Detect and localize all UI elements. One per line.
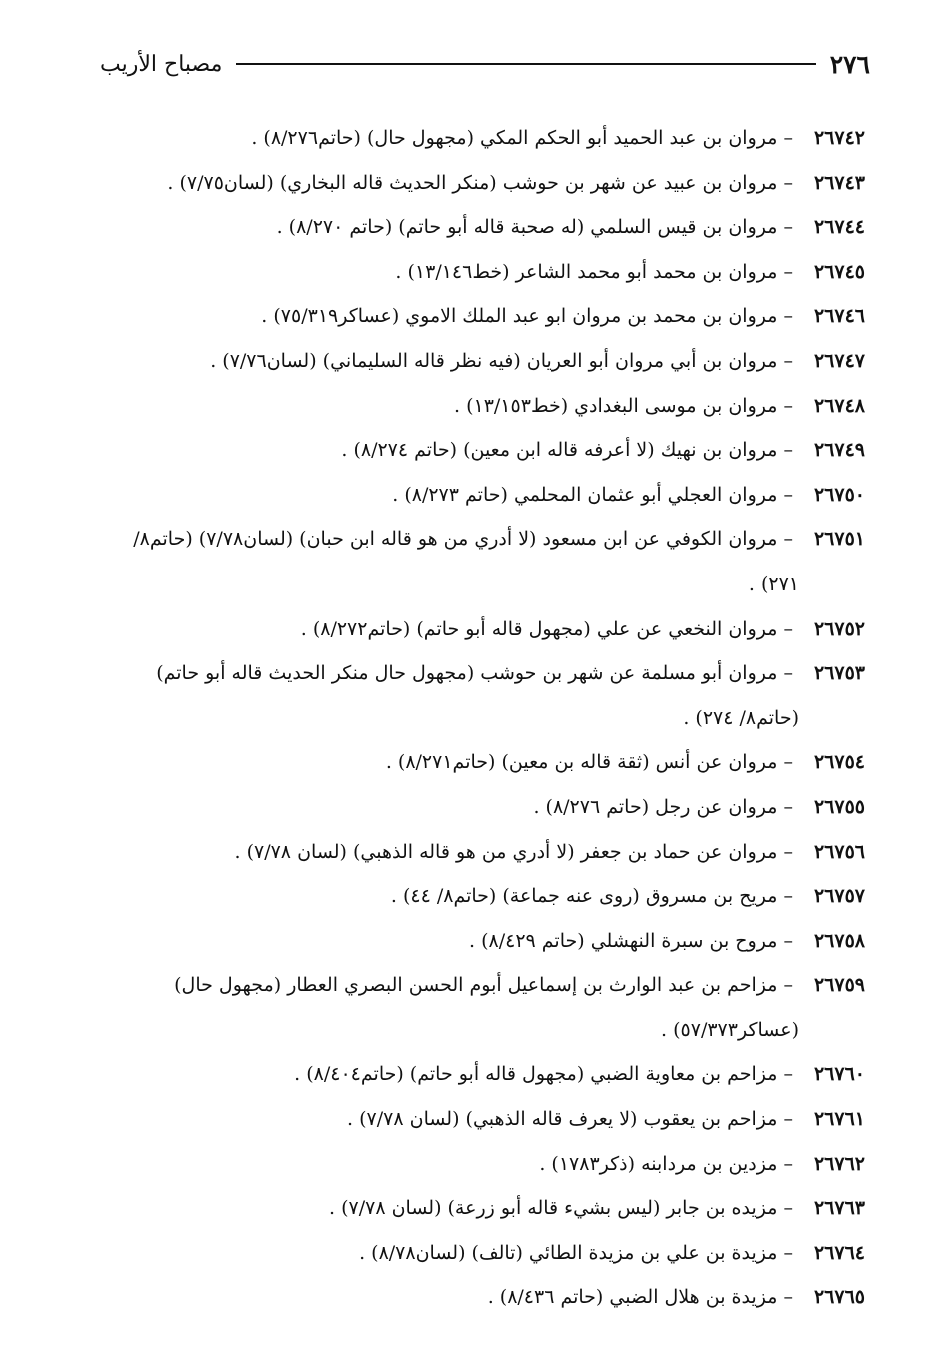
entry bbox=[95, 517, 865, 606]
entry bbox=[95, 339, 865, 384]
entry bbox=[95, 1231, 865, 1276]
entry-text: – مزيده بن جابر (ليس بشيء قاله أبو زرعة) (لسان ٧/٧٨) . bbox=[329, 1197, 793, 1220]
entry-number: ٢٦٧٦٠ bbox=[813, 1063, 865, 1086]
entry-text: – مروان بن عبيد عن شهر بن حوشب (منكر الحديث قاله البخاري) (لسان٧/٧٥) . bbox=[167, 171, 793, 194]
entry-text: – مروان بن محمد أبو محمد الشاعر (خط١٣/١٤٦) . bbox=[395, 260, 793, 283]
entries-list bbox=[95, 116, 865, 1320]
entry-text: – مروان بن أبي مروان أبو العريان (فيه نظر قاله السليماني) (لسان٧/٧٦) . bbox=[210, 349, 793, 372]
entry-number: ٢٦٧٦٢ bbox=[813, 1152, 865, 1175]
entry-text: – مزيدة بن هلال الضبي (حاتم ٨/٤٣٦) . bbox=[487, 1286, 793, 1309]
entry-text: – مروان بن نهيك (لا أعرفه قاله ابن معين) (حاتم ٨/٢٧٤) . bbox=[341, 439, 793, 462]
entry-number: ٢٦٧٤٨ bbox=[813, 394, 865, 417]
entry bbox=[95, 874, 865, 919]
entry-text: – مروان بن عبد الحميد أبو الحكم المكي (مجهول حال) (حاتم٨/٢٧٦) . bbox=[251, 127, 793, 149]
entry-number: ٢٦٧٦٥ bbox=[813, 1286, 865, 1309]
entry-text: – مروان العجلي أبو عثمان المحلمي (حاتم ٨/٢٧٣) . bbox=[392, 483, 793, 506]
entry-number: ٢٦٧٥٠ bbox=[813, 483, 865, 506]
entry-number: ٢٦٧٥٧ bbox=[813, 885, 865, 908]
entry bbox=[95, 785, 865, 830]
entry-number: ٢٦٧٤٦ bbox=[813, 305, 865, 328]
header-rule bbox=[236, 63, 815, 65]
entry-number: ٢٦٧٤٢ bbox=[813, 127, 865, 149]
entry bbox=[95, 116, 865, 161]
entry-number: ٢٦٧٥٣ bbox=[813, 662, 865, 685]
entry-text: – مروان بن قيس السلمي (له صحبة قاله أبو حاتم) (حاتم ٨/٢٧٠) . bbox=[276, 216, 793, 239]
entry-text: – مروان بن محمد بن مروان ابو عبد الملك الاموي (عساكر٧٥/٣١٩) . bbox=[261, 305, 793, 328]
entry-text: – مروان بن موسى البغدادي (خط١٣/١٥٣) . bbox=[454, 394, 793, 417]
book-title: مصباح الأريب bbox=[100, 51, 223, 77]
entry-number: ٢٦٧٥٥ bbox=[813, 795, 865, 818]
entry bbox=[95, 250, 865, 295]
entry-text: – مزاحم بن يعقوب (لا يعرف قاله الذهبي) (لسان ٧/٧٨) . bbox=[347, 1108, 793, 1131]
entry-number: ٢٦٧٤٤ bbox=[813, 216, 865, 239]
entry-number: ٢٦٧٤٩ bbox=[813, 439, 865, 462]
entry bbox=[95, 1186, 865, 1231]
entry-text: – مروان عن رجل (حاتم ٨/٢٧٦) . bbox=[533, 795, 793, 818]
entry bbox=[95, 1052, 865, 1097]
entry bbox=[95, 963, 865, 1052]
entry bbox=[95, 294, 865, 339]
entry-text: – مزاحم بن معاوية الضبي (مجهول قاله أبو حاتم) (حاتم٨/٤٠٤) . bbox=[294, 1063, 793, 1086]
entry-text: – مروان عن أنس (ثقة قاله بن معين) (حاتم٨/٢٧١) . bbox=[385, 751, 793, 774]
entry-number: ٢٦٧٥٢ bbox=[813, 617, 865, 640]
page-number: ٢٧٦ bbox=[829, 49, 870, 79]
entry-number: ٢٦٧٤٣ bbox=[813, 171, 865, 194]
entry-number: ٢٦٧٦٣ bbox=[813, 1197, 865, 1220]
page-header bbox=[100, 44, 870, 84]
entry-number: ٢٦٧٥٦ bbox=[813, 840, 865, 863]
entry-number: ٢٦٧٥١ bbox=[813, 528, 865, 551]
entry bbox=[95, 1142, 865, 1187]
entry-number: ٢٦٧٦٤ bbox=[813, 1241, 865, 1264]
entry bbox=[95, 1097, 865, 1142]
entry-number: ٢٦٧٥٩ bbox=[813, 974, 865, 997]
entry-number: ٢٦٧٤٥ bbox=[813, 260, 865, 283]
entry bbox=[95, 607, 865, 652]
entry-number: ٢٦٧٥٨ bbox=[813, 929, 865, 952]
entry bbox=[95, 651, 865, 740]
entry-number: ٢٦٧٥٤ bbox=[813, 751, 865, 774]
entry-number: ٢٦٧٤٧ bbox=[813, 349, 865, 372]
entry-text: – مروان أبو مسلمة عن شهر بن حوشب (مجهول حال منكر الحديث قاله أبو حاتم) (حاتم٨/ ٢٧٤) . bbox=[156, 662, 799, 729]
entry-text: – مروان عن حماد بن جعفر (لا أدري من هو قاله الذهبي) (لسان ٧/٧٨) . bbox=[234, 840, 793, 863]
entry bbox=[95, 830, 865, 875]
entry-number: ٢٦٧٦١ bbox=[813, 1108, 865, 1131]
entry-text: – مزيدة بن علي بن مزيدة الطائي (تالف) (لسان٨/٧٨) . bbox=[359, 1241, 793, 1264]
entry-text: – مزدين بن مردابنه (ذكر١٧٨٣) . bbox=[539, 1152, 793, 1175]
entry-text: – مريح بن مسروق (روى عنه جماعة) (حاتم٨/ ٤٤) . bbox=[390, 885, 793, 908]
entry bbox=[95, 740, 865, 785]
entry bbox=[95, 205, 865, 250]
entry-text: – مزاحم بن عبد الوارث بن إسماعيل أبوم الحسن البصري العطار (مجهول حال) (عساكر٥٧/٣٧٣) . bbox=[174, 974, 799, 1041]
entry bbox=[95, 473, 865, 518]
entry bbox=[95, 161, 865, 206]
entry-text: – مروان الكوفي عن ابن مسعود (لا أدري من هو قاله ابن حبان) (لسان٧/٧٨) (حاتم٨/ ٢٧١) . bbox=[133, 528, 799, 595]
entry bbox=[95, 428, 865, 473]
entry-text: – مروان النخعي عن علي (مجهول قاله أبو حاتم) (حاتم٨/٢٧٢) . bbox=[300, 617, 793, 640]
entry bbox=[95, 919, 865, 964]
entry bbox=[95, 384, 865, 429]
entry-text: – مروح بن سبرة النهشلي (حاتم ٨/٤٢٩) . bbox=[469, 929, 793, 952]
entry bbox=[95, 1275, 865, 1320]
